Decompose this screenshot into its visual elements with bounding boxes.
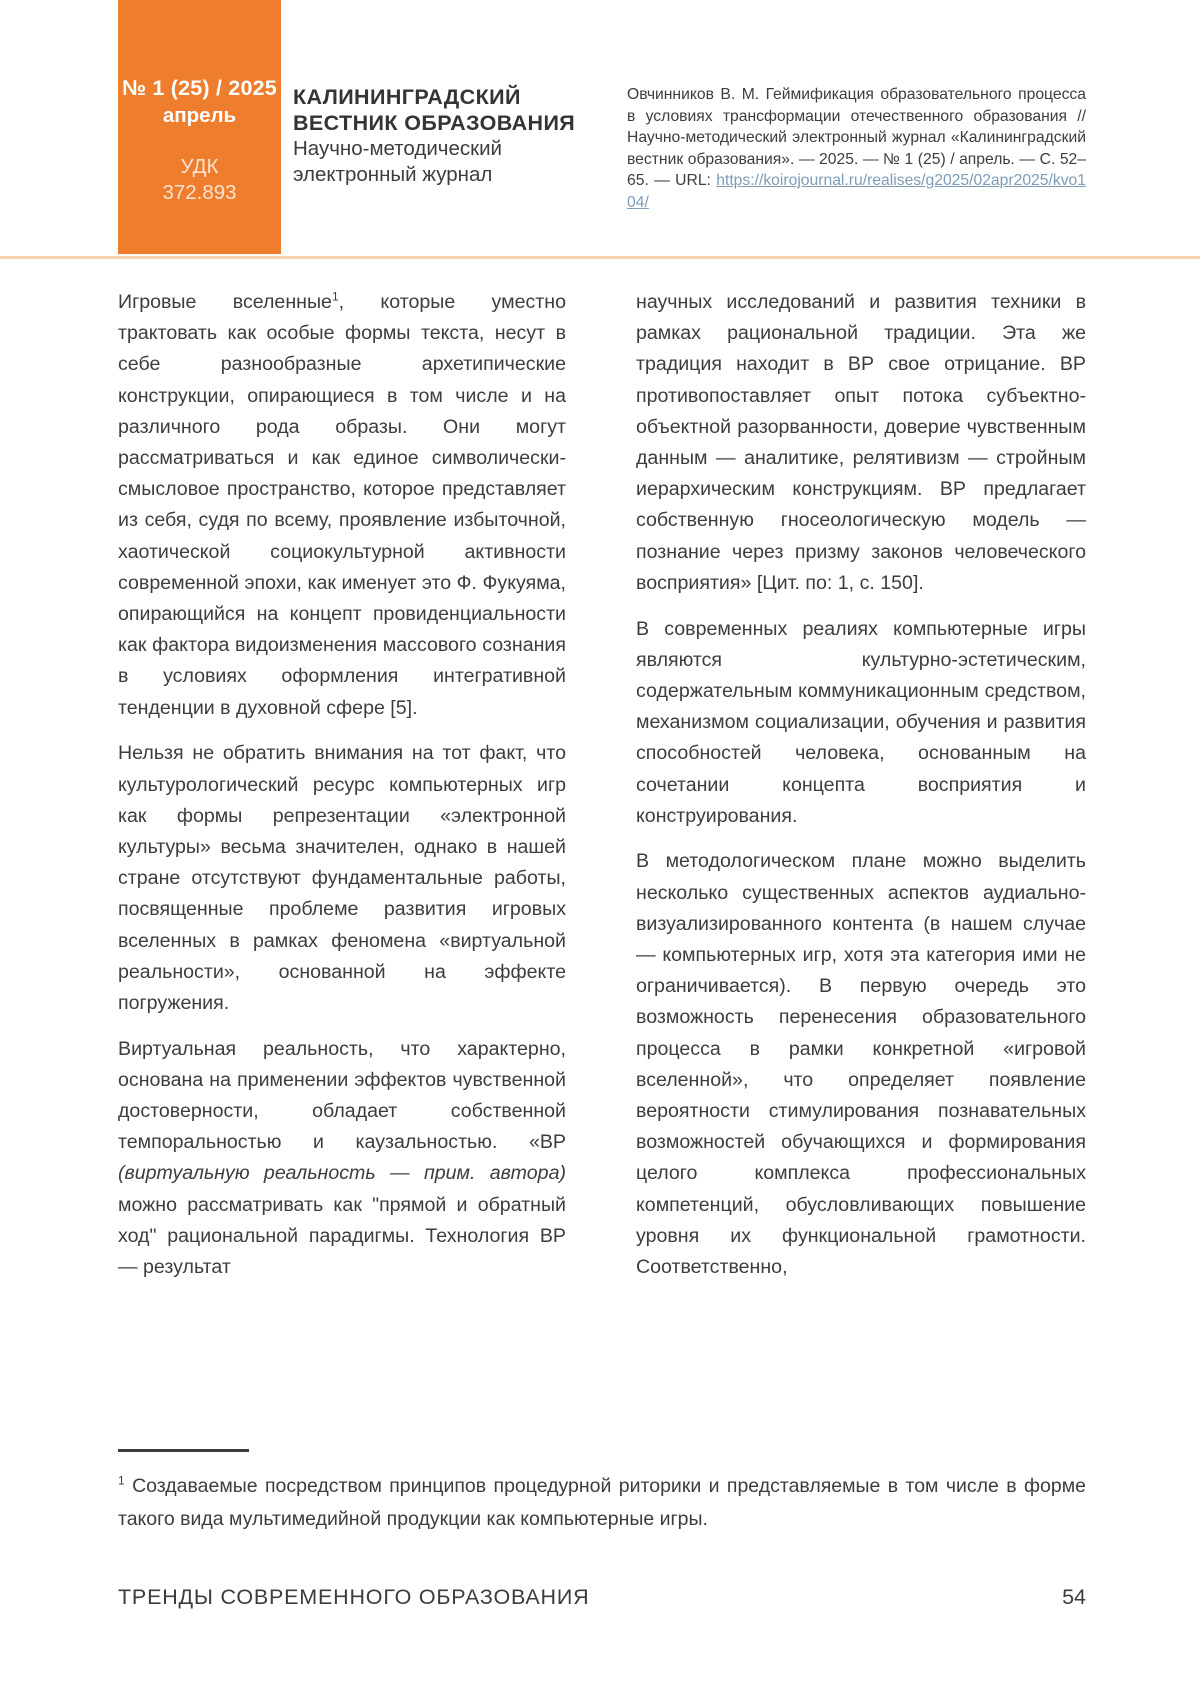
paragraph [118, 287, 566, 724]
footnote-rule [118, 1449, 249, 1452]
issue-month: апрель [162, 104, 237, 127]
citation-block [627, 84, 1086, 213]
article-right-column [636, 287, 1086, 1283]
citation-url-link[interactable]: https://koirojournal.ru/realises/g2025/02apr2025/kvo104/ [627, 172, 1086, 211]
journal-subtitle-line2: электронный журнал [293, 163, 493, 186]
udk-label: УДК [180, 155, 219, 178]
footnote [118, 1470, 1086, 1536]
footer-page-number: 54 [1062, 1585, 1086, 1609]
footnote-text: Создаваемые посредством принципов процедурной риторики и представляемые в том числе в форме такого вида мультимедийной продукции как компьютерные игры. [118, 1475, 1086, 1530]
citation-text: Овчинников В. М. Геймификация образовательного процесса в условиях трансформации отечественного образования // Научно-методический электронный журнал «Калининградский вестник образования». — 2025. — № 1 (25) / апрель. — С. 52–65. — URL: [627, 86, 1086, 189]
footer-section-title: ТРЕНДЫ СОВРЕМЕННОГО ОБРАЗОВАНИЯ [118, 1585, 590, 1609]
paragraph: Нельзя не обратить внимания на тот факт, что культурологический ресурс компьютерных игр как формы репрезентации «электронной культуры» весьма значителен, однако в нашей стране отсутствуют фундаментальные работы, посвященные проблеме развития игровых вселенных в рамках феномена «виртуальной реальности», основанной на эффекте погружения. [118, 742, 566, 1014]
journal-title-block [293, 84, 575, 188]
journal-title-line2: ВЕСТНИК ОБРАЗОВАНИЯ [293, 111, 576, 135]
issue-number: № 1 (25) / 2025 [122, 76, 277, 100]
paragraph: В методологическом плане можно выделить несколько существенных аспектов аудиально-визуализированного контента (в нашем случае — компьютерных игр, хотя эта категория ими не ограничивается). В первую очередь это возможность перенесения образовательного процесса в рамки конкретной «игровой вселенной», что определяет появление вероятности стимулирования познавательных возможностей обучающихся и формирования целого комплекса профессиональных компетенций, обусловливающих повышение уровня их функциональной грамотности. Соответственно, [636, 850, 1086, 1279]
header-divider [0, 256, 1200, 259]
journal-subtitle-line1: Научно-методический [293, 137, 502, 160]
paragraph: В современных реалиях компьютерные игры являются культурно-эстетическим, содержательным коммуникационным средством, механизмом социализации, обучения и развития способностей человека, основанным на сочетании концепта восприятия и конструирования. [636, 617, 1086, 827]
issue-box [118, 0, 281, 254]
paragraph: научных исследований и развития техники в рамках рациональной традиции. Эта же традиция находит в ВР свое отрицание. ВР противопоставляет опыт потока субъектно-объектной разорванности, доверие чувственным данным — аналитике, релятивизм — стройным иерархическим конструкциям. ВР предлагает собственную гносеологическую модель — познание через призму законов человеческого восприятия» [Цит. по: 1, с. 150]. [636, 291, 1086, 594]
udk-number: 372.893 [162, 181, 237, 204]
paragraph-text: можно рассматривать как "прямой и обратный ход" рациональной парадигмы. Технология ВР — результат [118, 1193, 566, 1279]
footnote-marker: 1 [118, 1473, 125, 1488]
udk-block [118, 154, 281, 206]
paragraph-text: , которые уместно трактовать как особые формы текста, несут в себе разнообразные архетипические конструкции, опирающиеся в том числе и на различного рода образы. Они могут рассматриваться и как единое символически-смысловое пространство, которое представляет из себя, судя по всему, проявление избыточной, хаотической социокультурной активности современной эпохи, как именует это Ф. Фукуяма, опирающийся на концепт провиденциальности как фактора видоизменения массового сознания в условиях оформления интегративной тенденции в духовной сфере [5]. [118, 291, 566, 719]
paragraph-italic-note: (виртуальную реальность — прим. автора) [118, 1162, 566, 1185]
journal-title-line1: КАЛИНИНГРАДСКИЙ [293, 85, 521, 109]
footnote-reference: 1 [331, 289, 339, 304]
article-left-column [118, 287, 566, 1283]
paragraph-text: Виртуальная реальность, что характерно, основана на применении эффектов чувственной достоверности, обладает собственной темпоральностью и каузальностью. «ВР [118, 1037, 566, 1154]
paragraph-text: Игровые вселенные [118, 291, 332, 313]
paragraph [118, 1034, 566, 1284]
